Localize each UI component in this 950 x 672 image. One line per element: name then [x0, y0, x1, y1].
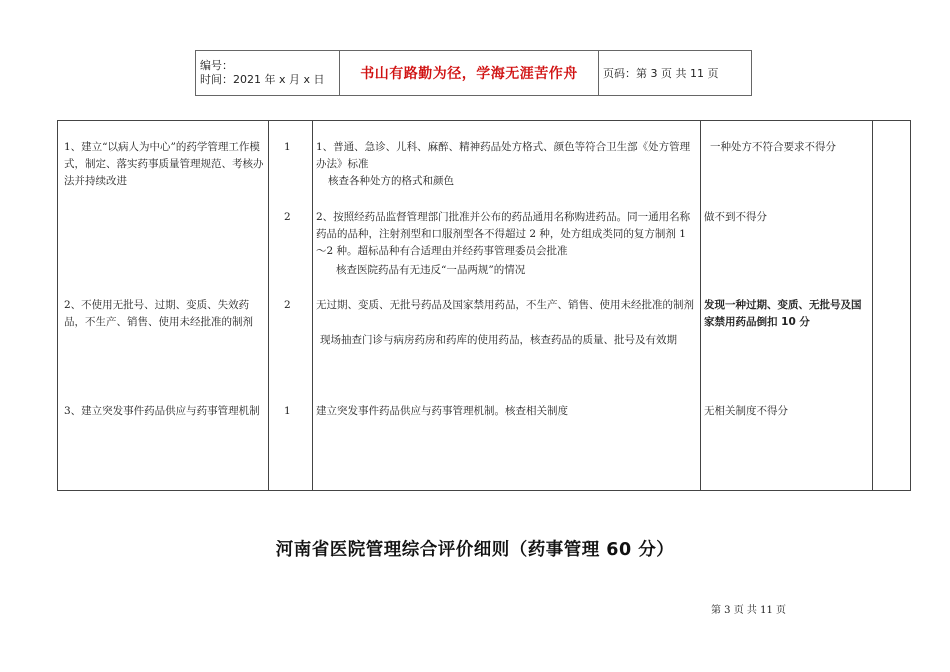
content-2: 2、按照经药品监督管理部门批准并公布的药品通用名称购进药品。同一通用名称药品的品种，注射剂型和口服剂型各不得超过 2 种，处方组成类同的复方制剂 1～2 种。超标品种有合适理由并经药事管理委员会批准 [316, 211, 691, 257]
score-2: 2 [284, 211, 291, 223]
deduct-4: 无相关制度不得分 [704, 405, 788, 417]
header-motto: 书山有路勤为径，学海无涯苦作舟 [340, 51, 599, 96]
score-1: 1 [284, 141, 291, 153]
section-title: 河南省医院管理综合评价细则（药事管理 60 分） [275, 540, 675, 560]
criteria-table [57, 120, 911, 491]
method-3: 现场抽查门诊与病房药房和药库的使用药品，核查药品的质量、批号及有效期 [320, 334, 677, 346]
header-table [195, 50, 752, 96]
header-info-cell [196, 51, 340, 96]
deduct-3: 发现一种过期、变质、无批号及国家禁用药品倒扣 10 分 [704, 299, 862, 328]
criteria-item-1: 1、建立“以病人为中心”的药学管理工作模式，制定、落实药事质量管理规范、考核办法并持续改进 [64, 141, 264, 187]
column-divider [268, 121, 269, 490]
score-4: 1 [284, 405, 291, 417]
doc-number-label: 编号： [200, 59, 233, 72]
deduct-1: 一种处方不符合要求不得分 [710, 141, 836, 153]
deduct-2: 做不到不得分 [704, 211, 767, 223]
column-divider [312, 121, 313, 490]
content-4: 建立突发事件药品供应与药事管理机制。核查相关制度 [316, 405, 568, 417]
method-2: 核查医院药品有无违反“一品两规”的情况 [336, 264, 526, 276]
page-footer: 第 3 页 共 11 页 [711, 605, 786, 616]
content-1: 1、普通、急诊、儿科、麻醉、精神药品处方格式、颜色等符合卫生部《处方管理办法》标准 [316, 141, 691, 170]
criteria-item-3: 3、建立突发事件药品供应与药事管理机制 [64, 405, 260, 417]
column-divider [700, 121, 701, 490]
column-divider [872, 121, 873, 490]
doc-date-label: 时间：2021 年 x 月 x 日 [200, 73, 325, 86]
method-1: 核查各种处方的格式和颜色 [328, 175, 454, 187]
criteria-item-2: 2、不使用无批号、过期、变质、失效药品，不生产、销售、使用未经批准的制剂 [64, 299, 253, 328]
content-3: 无过期、变质、无批号药品及国家禁用药品，不生产、销售、使用未经批准的制剂 [316, 299, 694, 311]
score-3: 2 [284, 299, 291, 311]
header-page-label: 页码：第 3 页 共 11 页 [599, 51, 752, 96]
